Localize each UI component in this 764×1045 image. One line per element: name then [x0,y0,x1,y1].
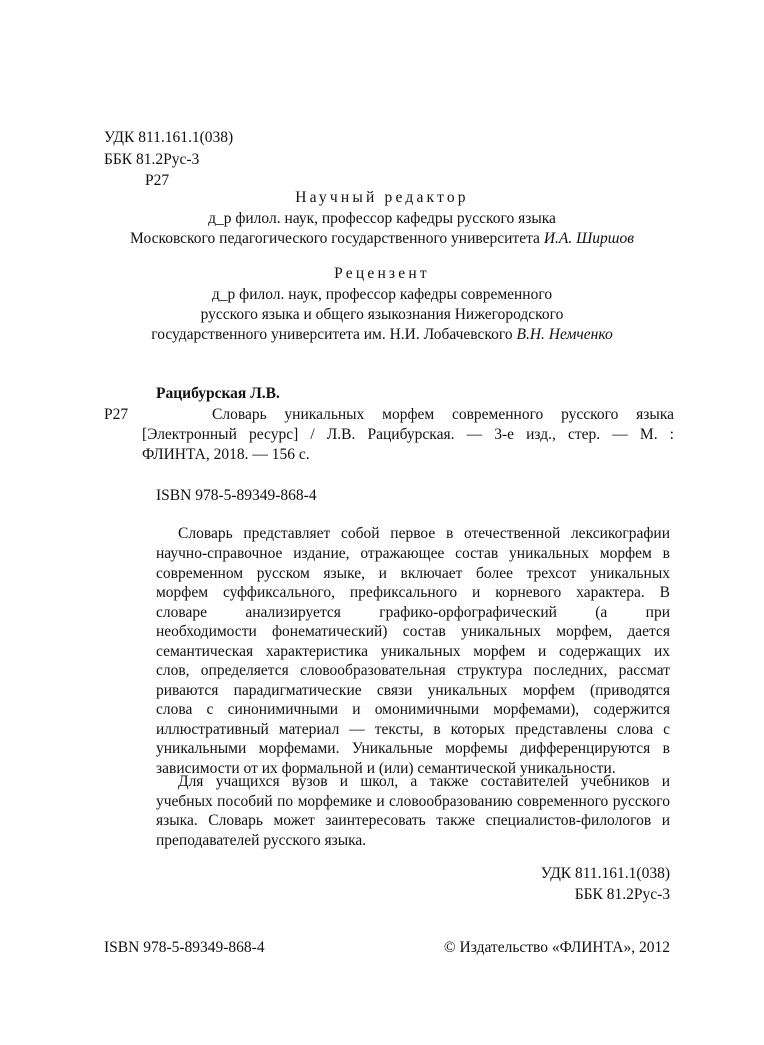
annotation-line: научно-справочное издание, отражающее состав уникальных морфем в [156,545,670,562]
author-mark: Р27 [145,172,170,189]
annotation-line: языка. Словарь может заинтересовать также специалистов-филологов и [156,812,670,829]
footer-isbn: ISBN 978-5-89349-868-4 [104,939,265,956]
annotation-line: Словарь представляет собой первое в отечественной лексикографии [178,525,670,542]
annotation-line: иллюстративный материал — тексты, в которых представлены слова с [156,721,670,738]
reviewer-department: русского языка и общего языкознания Нижегородского [200,306,564,323]
bottom-bbk-code: ББК 81.2Рус-3 [574,886,670,903]
reviewer-affiliation-text: государственного университета им. Н.И. Лобачевского [151,326,513,343]
record-author-mark: Р27 [104,406,129,423]
annotation-line: преподавателей русского языка. [156,832,367,849]
editor-heading: Научный редактор [295,189,469,206]
reviewer-affiliation [0,327,764,343]
record-isbn: ISBN 978-5-89349-868-4 [156,487,317,504]
bbk-code: ББК 81.2Рус-3 [104,151,200,168]
annotation-line: семантическая характеристика уникальных морфем и содержащих их [156,643,670,660]
annotation-line: зависимости от их формальной и (или) семантической уникальности. [156,760,616,777]
annotation-line: риваются парадигматические связи уникальных морфем (приводятся [156,682,670,699]
annotation-line: словаре анализируется графико-орфографический (а при [156,604,670,621]
annotation-line: морфем суффиксального, префиксального и корневого характера. В [156,584,670,601]
editor-position: д_р филол. наук, профессор кафедры русского языка [208,210,556,227]
annotation-line: учебных пособий по морфемике и словообразованию современного русского [156,793,670,810]
editor-affiliation-text: Московского педагогического государственного университета [130,230,540,247]
record-line: ФЛИНТА, 2018. — 156 с. [142,446,310,463]
editor-affiliation [0,231,764,247]
udk-code: УДК 811.161.1(038) [104,129,234,146]
record-line: Словарь уникальных морфем современного русского языка [212,406,674,423]
annotation-line: уникальными морфемами. Уникальные морфемы дифференцируются в [156,740,670,757]
annotation-line: слова с синонимичными и омонимичными морфемами), содержится [156,701,670,718]
annotation-line: современном русском языке, и включает более трехсот уникальных [156,565,670,582]
footer-copyright: © Издательство «ФЛИНТА», 2012 [443,939,670,956]
record-author: Рацибурская Л.В. [156,385,280,402]
editor-name: И.А. Ширшов [543,230,634,247]
annotation-line: слов, определяется словообразовательная структура последних, рассмат [156,662,670,679]
reviewer-name: В.Н. Немченко [516,326,613,343]
record-line: [Электронный ресурс] / Л.В. Рацибурская. — 3-е изд., стер. — М. : [142,426,674,443]
bottom-udk-code: УДК 811.161.1(038) [540,865,670,882]
annotation-line: необходимости фонематический) состав уникальных морфем, дается [156,623,670,640]
reviewer-position: д_р филол. наук, профессор кафедры современного [211,286,553,303]
annotation-line: Для учащихся вузов и школ, а также составителей учебников и [178,773,670,790]
reviewer-heading: Рецензент [334,265,430,282]
